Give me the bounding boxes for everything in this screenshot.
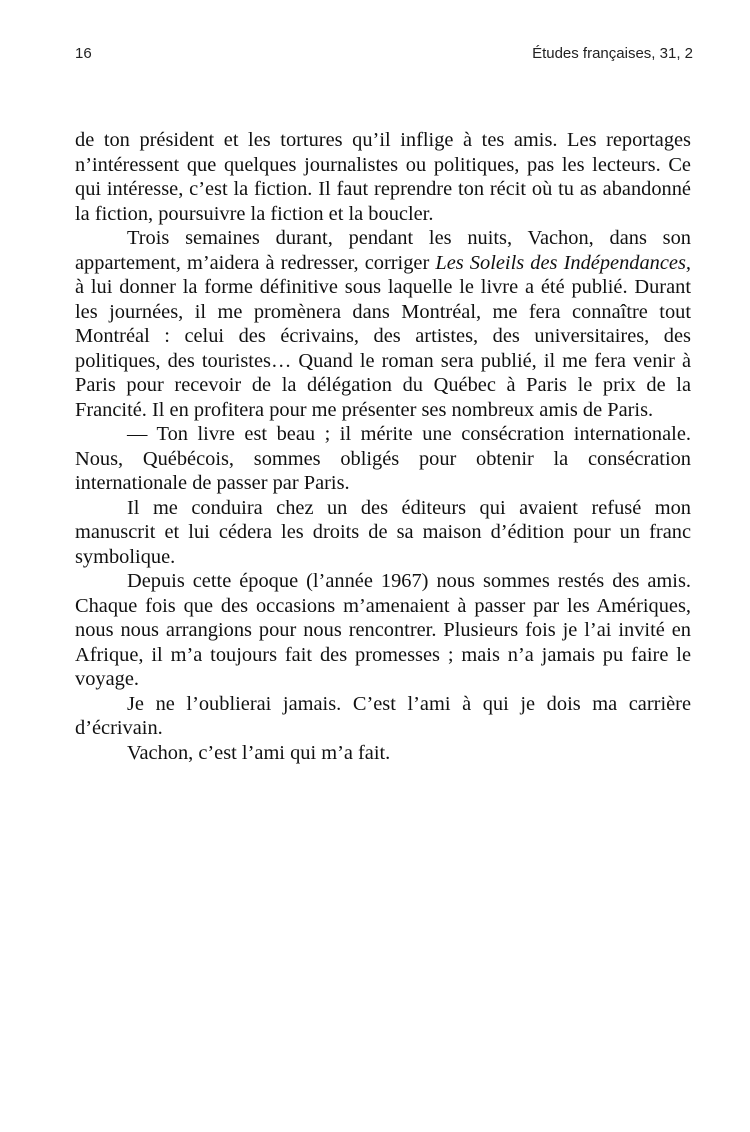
paragraph-2-part-b: à lui donner la forme définitive sous laquelle le livre a été publié. Durant les journées, il me promènera dans Montréal, me fera connaître tout Montréal : celui des écrivains, des artistes, des universitaires, des politiques, des touristes… Quand le roman sera publié, il me fera venir à Paris pour recevoir de la délégation du Québec à Paris le prix de la Francité. Il en profitera pour me présenter ses nombreux amis de Paris.: [75, 276, 691, 421]
page-number: 16: [75, 45, 92, 62]
paragraph-6: Je ne l’oublierai jamais. C’est l’ami à qui je dois ma carrière d’écrivain.: [75, 692, 691, 739]
paragraph-3-dialogue: — Ton livre est beau ; il mérite une consécration internationale. Nous, Québécois, sommes obligés pour obtenir la consécration internationale de passer par Paris.: [75, 423, 691, 494]
body-text: [75, 128, 691, 765]
book-title: Les Soleils des Indépendances,: [435, 251, 691, 274]
running-header: [75, 45, 693, 67]
paragraph-2: [75, 226, 691, 422]
paragraph-5: Depuis cette époque (l’année 1967) nous sommes restés des amis. Chaque fois que des occasions m’amenaient à passer par les Amériques, nous nous arrangions pour nous rencontrer. Plusieurs fois je l’ai invité en Afrique, il m’a toujours fait des promesses ; mais n’a jamais pu faire le voyage.: [75, 570, 691, 690]
paragraph-4: Il me conduira chez un des éditeurs qui avaient refusé mon manuscrit et lui cédera les droits de sa maison d’édition pour un franc symbolique.: [75, 496, 691, 568]
paragraph-1: de ton président et les tortures qu’il inflige à tes amis. Les reportages n’intéressent que quelques journalistes ou politiques, pas les lecteurs. Ce qui intéresse, c’est la fiction. Il faut reprendre ton récit où tu as abandonné la fiction, poursuivre la fiction et la boucler.: [75, 129, 691, 225]
paragraph-7: Vachon, c’est l’ami qui m’a fait.: [127, 741, 391, 764]
paragraph-2-part-a: Trois semaines durant, pendant les nuits, Vachon, dans son appartement, m’aidera à redresser, corriger: [75, 227, 691, 274]
journal-reference: Études françaises, 31, 2: [532, 45, 693, 62]
